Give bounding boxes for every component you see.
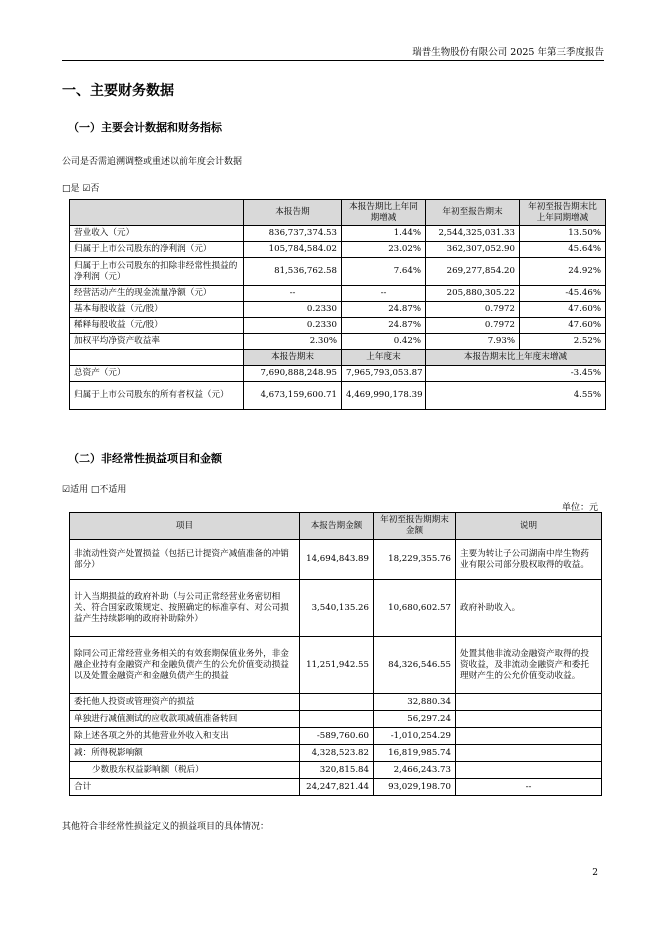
col-header: 本报告期比上年同期增减 (342, 200, 426, 226)
page-number: 2 (592, 868, 598, 878)
table-row: 单独进行减值测试的应收款项减值准备转回 56,297.24 (70, 711, 602, 728)
table-row: 计入当期损益的政府补助（与公司正常经营业务密切相关、符合国家政策规定、按照确定的标准享有、对公司损益产生持续影响的政府补助除外） 3,540,135.26 10,680,602.57 政府补助收入。 (70, 580, 602, 637)
table-row: 营业收入（元） 836,737,374.53 1.44% 2,544,325,031.33 13.50% (70, 226, 606, 242)
unit-label: 单位：元 (561, 503, 598, 513)
table-header-row (70, 513, 602, 540)
col-header: 本报告期末比上年度末增减 (426, 350, 606, 366)
restatement-choice: □是 ☑否 (62, 184, 100, 194)
table-row: 经营活动产生的现金流量净额（元） -- -- 205,880,305.22 -45.46% (70, 286, 606, 302)
col-header: 年初至报告期期末金额 (374, 513, 456, 540)
header-rule (62, 60, 604, 61)
table-row: 归属于上市公司股东的净利润（元） 105,784,584.02 23.02% 362,307,052.90 45.64% (70, 242, 606, 258)
table-row-total: 合计 24,247,821.44 93,029,198.70 -- (70, 779, 602, 796)
table-row: 归属于上市公司股东的扣除非经常性损益的净利润（元） 81,536,762.58 7.64% 269,277,854.20 24.92% (70, 258, 606, 286)
applicable-choice: ☑适用 □不适用 (62, 485, 127, 495)
table-row: 总资产（元） 7,690,888,248.95 7,965,793,053.87 -3.45% (70, 366, 606, 382)
table-row: 加权平均净资产收益率 2.30% 0.42% 7.93% 2.52% (70, 334, 606, 350)
table-row: 少数股东权益影响额（税后） 320,815.84 2,466,243.73 (70, 762, 602, 779)
footer-note: 其他符合非经常性损益定义的损益项目的具体情况： (62, 822, 270, 832)
table-row: 除上述各项之外的其他营业外收入和支出 -589,760.60 -1,010,254.29 (70, 728, 602, 745)
col-header: 本报告期金额 (300, 513, 374, 540)
col-header: 上年度末 (342, 350, 426, 366)
col-header: 本报告期 (244, 200, 342, 226)
non-recurring-table (69, 512, 602, 796)
table-row: 减：所得税影响额 4,328,523.82 16,819,985.74 (70, 745, 602, 762)
key-financial-table (69, 199, 606, 410)
restatement-question: 公司是否需追溯调整或重述以前年度会计数据 (62, 157, 243, 167)
table-row: 归属于上市公司股东的所有者权益（元） 4,673,159,600.71 4,469,990,178.39 4.55% (70, 382, 606, 410)
col-header: 年初至报告期末比上年同期增减 (520, 200, 606, 226)
subsection-title-1: （一）主要会计数据和财务指标 (68, 121, 222, 134)
table-row: 非流动性资产处置损益（包括已计提资产减值准备的冲销部分） 14,694,843.89 18,229,355.76 主要为转让子公司湖南中岸生物药业有限公司部分股权取得的收益。 (70, 540, 602, 580)
table-header-row (70, 200, 606, 226)
page-header: 瑞普生物股份有限公司 2025 年第三季度报告 (412, 47, 604, 58)
table-row: 稀释每股收益（元/股） 0.2330 24.87% 0.7972 47.60% (70, 318, 606, 334)
table-row: 除同公司正常经营业务相关的有效套期保值业务外，非金融企业持有金融资产和金融负债产生的公允价值变动损益以及处置金融资产和金融负债产生的损益 11,251,942.55 84,326,546.55 处置其他非流动金融资产取得的投资收益，及非流动金融资产和委托理财产生的公允价值变动收益。 (70, 637, 602, 694)
table-row: 基本每股收益（元/股） 0.2330 24.87% 0.7972 47.60% (70, 302, 606, 318)
section-title: 一、主要财务数据 (62, 83, 174, 99)
col-header: 年初至报告期末 (426, 200, 520, 226)
subsection-title-2: （二）非经常性损益项目和金额 (68, 452, 222, 465)
col-header: 说明 (456, 513, 602, 540)
col-header: 项目 (70, 513, 300, 540)
table-row: 委托他人投资或管理资产的损益 32,880.34 (70, 694, 602, 711)
table-header-row-2 (70, 350, 606, 366)
col-header: 本报告期末 (244, 350, 342, 366)
